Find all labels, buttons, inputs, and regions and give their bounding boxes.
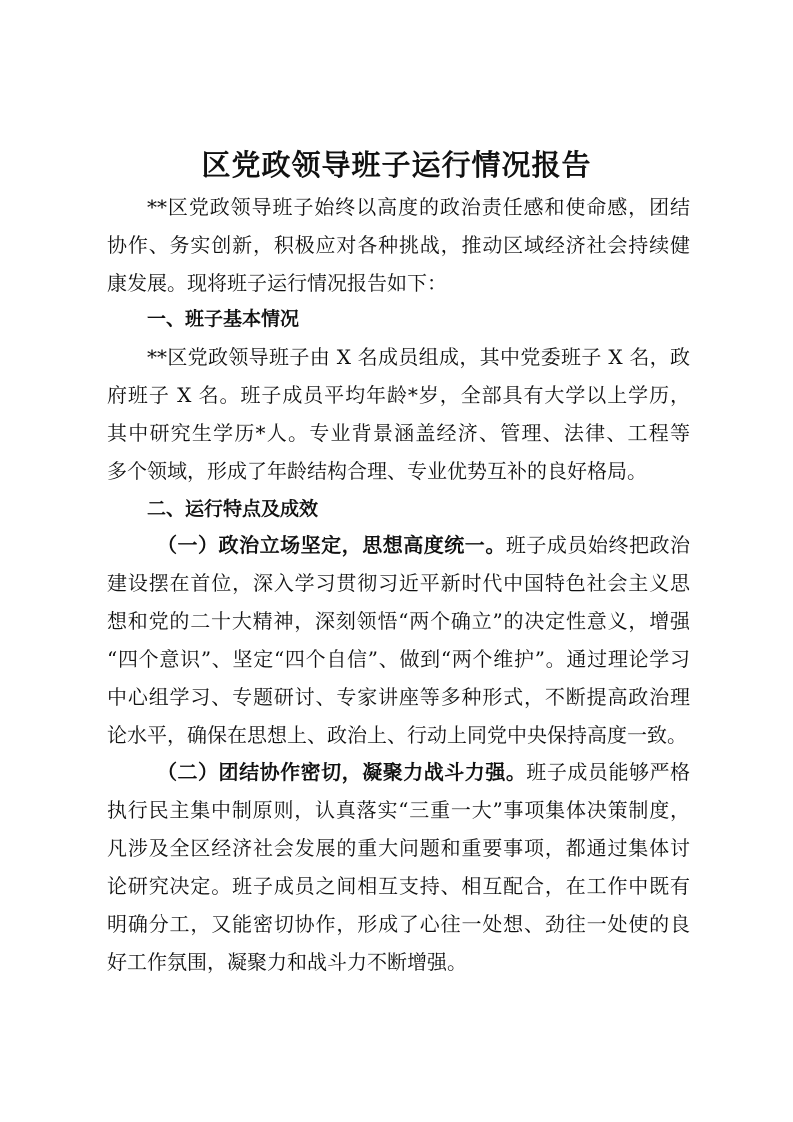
paragraph-basic-line-4: 多个领域，形成了年龄结构合理、专业优势互补的良好格局。 [107, 459, 647, 483]
paragraph-unity-lead: （二）团结协作密切，凝聚力战斗力强。 [157, 760, 527, 784]
paragraph-unity-line-2: 执行民主集中制原则，认真落实“三重一大”事项集体决策制度， [107, 798, 690, 822]
paragraph-political-line-1 [107, 526, 690, 564]
paragraph-unity-line-6: 好工作氛围，凝聚力和战斗力不断增强。 [107, 950, 467, 974]
paragraph-unity-line-5: 明确分工，又能密切协作，形成了心往一处想、劲往一处使的良 [107, 912, 690, 936]
paragraph-unity-line-1 [107, 753, 690, 791]
section-heading-1: 一、班子基本情况 [147, 308, 300, 330]
paragraph-intro-line-3: 康发展。现将班子运行情况报告如下： [107, 271, 447, 295]
section-heading-2: 二、运行特点及成效 [147, 498, 319, 520]
paragraph-basic-line-2: 府班子 X 名。班子成员平均年龄*岁，全部具有大学以上学历， [107, 383, 690, 407]
paragraph-unity-line-3: 凡涉及全区经济社会发展的重大问题和重要事项，都通过集体讨 [107, 836, 690, 860]
paragraph-intro-line-1: **区党政领导班子始终以高度的政治责任感和使命感，团结 [147, 195, 690, 219]
paragraph-basic-line-1: **区党政领导班子由 X 名成员组成，其中党委班子 X 名，政 [147, 345, 690, 369]
paragraph-basic-line-3: 其中研究生学历*人。专业背景涵盖经济、管理、法律、工程等 [107, 421, 690, 445]
paragraph-political-line-1-rest: 班子成员始终把政治 [505, 533, 690, 557]
paragraph-intro-line-2: 协作、务实创新，积极应对各种挑战，推动区域经济社会持续健 [107, 233, 690, 257]
paragraph-political-line-3: 想和党的二十大精神，深刻领悟“两个确立”的决定性意义，增强 [107, 609, 690, 633]
paragraph-political-lead: （一）政治立场坚定，思想高度统一。 [157, 533, 506, 557]
paragraph-unity-line-4: 论研究决定。班子成员之间相互支持、相互配合，在工作中既有 [107, 874, 690, 898]
paragraph-political-line-5: 中心组学习、专题研讨、专家讲座等多种形式，不断提高政治理 [107, 685, 690, 709]
paragraph-unity-line-1-rest: 班子成员能够严格 [526, 760, 690, 784]
paragraph-political-line-6: 论水平，确保在思想上、政治上、行动上同党中央保持高度一致。 [107, 723, 687, 747]
paragraph-political-line-2: 建设摆在首位，深入学习贯彻习近平新时代中国特色社会主义思 [107, 571, 690, 595]
document-title: 区党政领导班子运行情况报告 [201, 148, 592, 182]
paragraph-political-line-4: “四个意识”、坚定“四个自信”、做到“两个维护”。通过理论学习 [107, 647, 690, 671]
